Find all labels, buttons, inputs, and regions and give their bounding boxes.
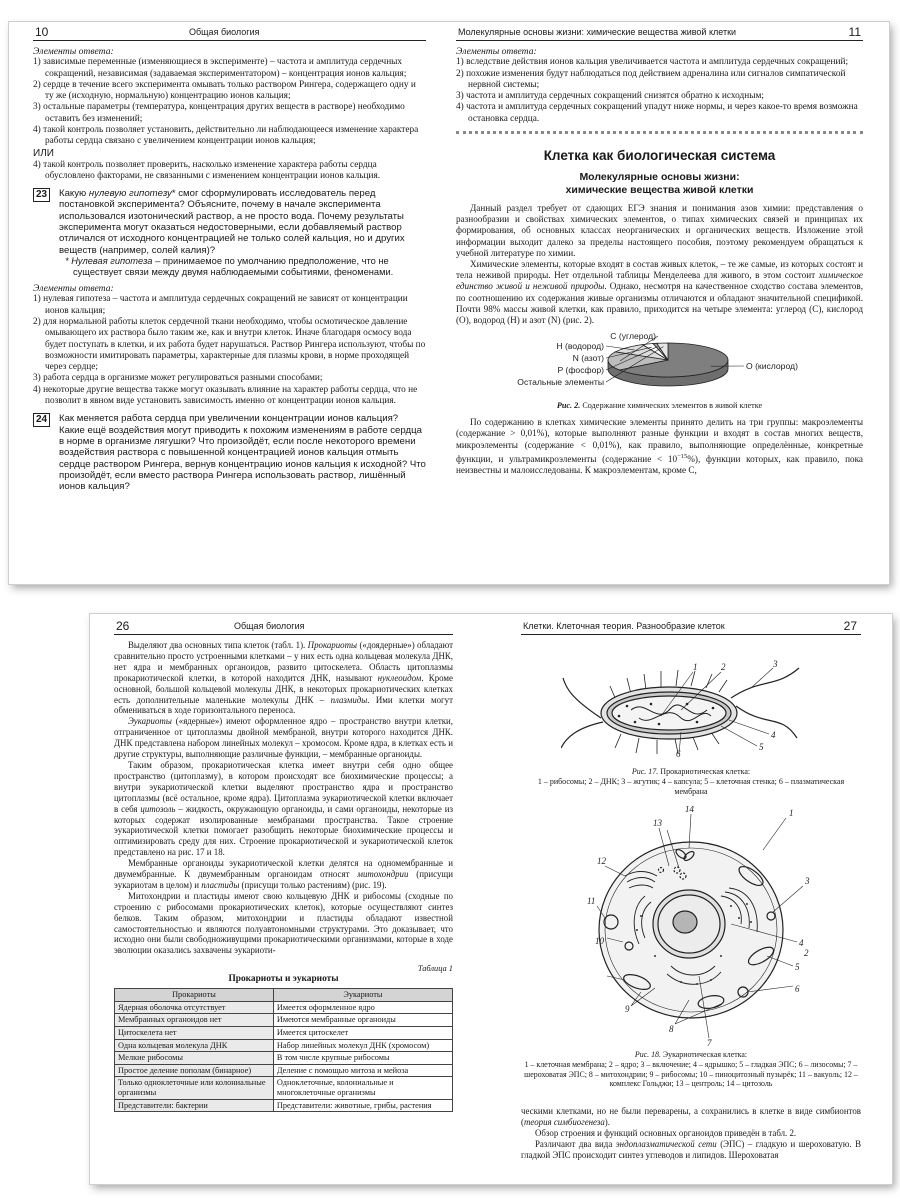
fig17-label: 5 (759, 742, 764, 752)
question-24 (33, 413, 426, 492)
table-cell: Представители: животные, грибы, растения (273, 1099, 452, 1112)
book-spread-pages-10-11 (9, 22, 889, 584)
paragraph: Мембранные органоиды эукариотической клетки делятся на одномембранные и двумембранные. К двумембранным органоидам относят митохондрии (присущи эукариотам в целом) и пластиды (присущи только растениям) (рис. 19). (114, 858, 453, 890)
table-row (115, 1064, 453, 1077)
table-row (115, 1027, 453, 1040)
answer-item: 4) частота и амплитуда сердечных сокращений упадут ниже нормы, и через какое-то время возможна остановка сердца. (456, 102, 858, 124)
page-number: 10 (35, 25, 49, 39)
eukaryotic-cell-illustration (571, 806, 821, 1046)
prokaryote-eukaryote-table (114, 988, 453, 1112)
or-label: ИЛИ (33, 147, 54, 159)
paragraph: Химические элементы, которые входят в состав живых клеток, – те же самые, из которых состоят и тела неживой природы. Нет отдельной таблицы Менделеева для живого, в этом состоит химическое единство живой и неживой природы. Однако, несмотря на качественное сходство состава элементов, по соотношению их содержания живые организмы отличаются и обладают значительной спецификой. Почти 98% массы живой клетки, как правило, приходится на четыре элемента: углерод (C), кислород (O), водород (H) и азот (N) (рис. 2). (456, 259, 863, 326)
running-head-title: Клетки. Клеточная теория. Разнообразие клеток (523, 621, 725, 631)
prokaryotic-cell-illustration (561, 658, 801, 758)
fig18-label: 3 (805, 876, 810, 886)
running-header (521, 614, 861, 635)
answer-item: 4) некоторые другие вещества также могут оказывать влияние на характер работы сердца, что не позволит в явном виде установить зависимость именно от концентрации ионов кальция. (33, 384, 418, 407)
book-spread-pages-26-27 (90, 614, 892, 1184)
answer-item: 3) частота и амплитуда сердечных сокращений снизятся обратно к исходным; (456, 91, 764, 102)
running-head-title: Общая биология (189, 27, 260, 37)
pie-label: H (водород) (556, 341, 604, 352)
table-cell: В том числе крупные рибосомы (273, 1052, 452, 1065)
paragraph: Эукариоты («ядерные») имеют оформленное ядро – пространство внутри клетки, отграниченное от цитоплазмы двойной мембраной, внутри которого находится ДНК. ДНК представлена набором линейных молекул – хромосом. Кроме ядра, в клетках есть и другие структуры, выполняющие различные функции, – мембранные органоиды. (114, 716, 453, 760)
question-number: 23 (33, 188, 50, 202)
table-row (115, 1014, 453, 1027)
answer-label: Элементы ответа: (33, 283, 114, 295)
table-label: Таблица 1 (417, 964, 453, 974)
footnote: * Нулевая гипотеза – принимаемое по умолчанию предположение, что не существует связи между двумя наблюдаемыми событиями, феноменами. (65, 255, 394, 278)
table-row (115, 1077, 453, 1099)
running-head-title: Общая биология (234, 621, 305, 631)
fig17-label: 6 (676, 749, 681, 758)
fig18-label: 8 (669, 1024, 674, 1034)
fig18-label: 12 (597, 856, 606, 866)
subsection-title-line-1: Молекулярные основы жизни: (579, 170, 740, 183)
pie-label: O (кислород) (746, 361, 798, 372)
table-row (115, 1099, 453, 1112)
fig18-label: 11 (587, 896, 596, 906)
figure-caption: Рис. 18. Эукариотическая клетка: 1 – клеточная мембрана; 2 – ядро; 3 – включение; 4 – ядрышко; 5 – гладкая ЭПС; 6 – лизосомы; 7 – шероховатая ЭПС; 8 – митохондрии; 9 – рибосомы; 10 – пиноцитозный пузырёк; 11 – вакуоль; 12 – комплекс Гольджи; 13 – центроль; 14 – цитозоль (524, 1050, 858, 1089)
paragraph: Выделяют два основных типа клеток (табл. 1). Прокариоты («доядерные») обладают сравнительно просто устроенными клетками – у них есть одна кольцевая молекула ДНК, нет ядра и мембранных органоидов, развито цитоскелета. Область цитоплазмы прокариотической клетки, в которой находится ДНК, называют нуклеоидом. Кроме основной, большой кольцевой молекулы ДНК, в некоторых прокариотических клетках есть дополнительные маленькие молекулы ДНК – плазмиды. Ими клетки могут обмениваться в ходе горизонтального переноса. (114, 640, 453, 716)
fig18-label: 14 (685, 806, 694, 814)
page-number: 26 (116, 619, 130, 633)
term-null-hypothesis: нулевую гипотезу (88, 188, 172, 200)
page-27 (521, 614, 861, 1184)
fig17-label: 2 (721, 662, 726, 672)
pie-chart-elements (456, 330, 863, 398)
table-header-cell: Прокариоты (115, 989, 274, 1002)
running-header (114, 614, 453, 635)
table-row (115, 1039, 453, 1052)
answer-label: Элементы ответа: (33, 46, 114, 57)
table-header-cell: Эукариоты (273, 989, 452, 1002)
fig18-label: 13 (653, 818, 662, 828)
paragraph: Таким образом, прокариотическая клетка имеет внутри себя одно общее пространство (цитоплазму), в котором происходят все биохимические процессы; а внутри эукариотической клетки выделяют пространство ядра и пространство цитоплазмы (всё остальное, кроме ядра). Цитоплазма эукариотической клетки включает в себя цитозоль – жидкость, окружающую органоиды, и сами органоиды, некоторые из которых содержат изолированные мембранами пространства. Такое строение эукариотической клетки помогает разобщить некоторые биохимические процессы и оптимизировать среду для них. Строение прокариотической и эукариотической клеток представлено на рис. 17 и 18. (114, 759, 453, 858)
table-cell: Мелкие рибосомы (115, 1052, 274, 1065)
answer-label: Элементы ответа: (456, 46, 537, 57)
fig18-label: 4 (799, 938, 804, 948)
fig18-label: 5 (795, 962, 800, 972)
pie-label: P (фосфор) (557, 365, 604, 376)
page-26 (114, 614, 453, 1184)
page-number: 27 (843, 619, 857, 633)
answer-item: 1) вследствие действия ионов кальция увеличивается частота и амплитуда сердечных сокращений; (456, 57, 849, 68)
figure-caption: Рис. 17. Прокариотическая клетка: 1 – рибосомы; 2 – ДНК; 3 – жгутик; 4 – капсула; 5 – клеточная стенка; 6 – плазматическая мембрана (537, 767, 845, 796)
figure-caption: Рис. 2. Содержание химических элементов в живой клетке (556, 401, 763, 411)
table-cell: Только одноклеточные или колониальные организмы (115, 1077, 274, 1099)
table-cell: Представители: бактерии (115, 1099, 274, 1112)
paragraph: ческими клетками, но не были переварены, а сохранились в клетке в виде симбионтов (теория симбиогенеза). (521, 1106, 861, 1127)
fig18-label: 1 (789, 808, 794, 818)
fig18-label: 9 (625, 1004, 630, 1014)
table-cell: Набор линейных молекул ДНК (хромосом) (273, 1039, 452, 1052)
table-cell: Имеется цитоскелет (273, 1027, 452, 1040)
subsection-title-line-2: химические вещества живой клетки (565, 183, 754, 196)
question-text: Как меняется работа сердца при увеличении концентрации ионов кальция? Какие ещё воздействия могут приводить к похожим изменениям в работе сердца в норме в организме лягушки? Что произойдёт, если после некоторого времени воздействия раствора с повышенной концентрацией ионов кальция отмыть сердце раствором Рингера, вернув концентрацию ионов кальция к исходной? Что произойдёт, если вместо раствора Рингера использовать раствор, лишённый ионов кальция? (59, 413, 426, 493)
table-header-row (115, 989, 453, 1002)
paragraph: Различают два вида эндоплазматической сети (ЭПС) – гладкую и шероховатую. В гладкой ЭПС происходит синтез углеводов и липидов. Шероховатая (521, 1138, 861, 1160)
table-cell: Цитоскелета нет (115, 1027, 274, 1040)
answer-item: 3) остальные параметры (температура, концентрация других веществ в растворе) необходимо оставить без изменений; (33, 102, 405, 124)
answer-item: 2) для нормальной работы клеток сердечной ткани необходимо, чтобы осмотическое давление омывающего их раствора было таким же, как и внутри клеток. Иначе благодаря осмосу вода будет поступать в клетки, и их работа будет нарушаться. Раствор Рингера используют, чтобы по возможности имитировать параметры, характерные для плазмы крови, в норме проходящей через сердце; (33, 316, 426, 373)
fig18-label: 6 (795, 984, 800, 994)
table-cell: Простое деление пополам (бинарное) (115, 1064, 274, 1077)
fig18-label: 7 (707, 1038, 712, 1046)
pie-label: C (углерод) (610, 331, 656, 342)
page-11 (456, 22, 863, 584)
page-body (114, 640, 453, 1112)
table-cell: Одна кольцевая молекула ДНК (115, 1039, 274, 1052)
table-row (115, 1001, 453, 1014)
fig17-label: 4 (771, 730, 776, 740)
page-10 (33, 22, 426, 584)
running-header (33, 22, 426, 41)
pie-label: Остальные элементы (517, 377, 604, 388)
fig17-label: 3 (773, 659, 778, 669)
page-body (456, 46, 863, 476)
answer-list (456, 57, 863, 125)
running-head-title: Молекулярные основы жизни: химические вещества живой клетки (458, 27, 737, 37)
paragraph: Обзор строения и функций основных органоидов приведён в табл. 2. (535, 1127, 797, 1138)
table-title: Прокариоты и эукариоты (228, 974, 339, 985)
table-cell: Имеется оформленное ядро (273, 1001, 452, 1014)
page-number: 11 (848, 25, 861, 39)
paragraph: Митохондрии и пластиды имеют свою кольцевую ДНК и рибосомы (сходные по строению с рибосомами прокариотических клеток), которые осуществляют синтез белков. Таким образом, митохондрии и пластиды обладают известной самостоятельностью и являются полуавтономными структурами. Это доказывает, что исходно они были свободноживущими прокариотическими организмами, которые в ходе эволюции оказались захвачены эукариоти- (114, 890, 453, 956)
answer-list (33, 294, 426, 407)
table-cell: Имеются мембранные органоиды (273, 1014, 452, 1027)
running-header (456, 22, 863, 41)
answer-list (33, 57, 426, 147)
section-divider (456, 131, 863, 134)
table-row (115, 1052, 453, 1065)
question-23 (33, 188, 426, 256)
pie-label: N (азот) (572, 353, 604, 364)
page-body (33, 46, 426, 492)
fig18-label: 10 (595, 936, 604, 946)
question-number: 24 (33, 413, 50, 427)
answer-item-alt: 4) такой контроль позволяет проверить, насколько изменение характера работы сердца обусловлено факторами, не связанными с изменением концентрации ионов кальция. (33, 159, 381, 181)
table-cell: Ядерная оболочка отсутствует (115, 1001, 274, 1014)
paragraph: По содержанию в клетках химические элементы принято делить на три группы: макроэлементы (содержание > 0,01%), которые выполняют разные функции и входят в состав многих веществ, микроэлементы (содержание < 0,01%), как правило, выполняющие определённые, конкретные функции, и ультрамикроэлементы (содержание < $10^{-15}\%$), функции которых, как правило, пока неизвестны и малоисследованы. К макроэлементам, кроме C, (456, 417, 863, 476)
fig17-label: 1 (693, 662, 698, 672)
table-cell: Мембранных органоидов нет (115, 1014, 274, 1027)
answer-item: 1) нулевая гипотеза – частота и амплитуда сердечных сокращений не зависят от концентрации ионов кальция; (33, 294, 408, 316)
question-text: Какую нулевую гипотезу* смог сформулировать исследователь перед постановкой эксперимента? Объясните, почему в начале эксперимента использовался изотонический раствор, а не просто вода. Почему результаты эксперимента могут оказаться недостоверными, если добавляемый раствор отличался от исходного концентрацией не только солей кальция, но и других веществ (например, солей калия)? (59, 188, 405, 256)
page-body (521, 1106, 861, 1161)
fig18-label: 2 (804, 948, 809, 958)
answer-item: 3) работа сердца в организме может регулироваться разными способами; (33, 373, 323, 384)
answer-item: 1) зависимые переменные (изменяющиеся в эксперименте) – частота и амплитуда сердечных сокращений, независимая (задаваемая экспериментатором) – концентрация ионов кальция; (33, 57, 407, 79)
table-cell: Деление с помощью митоза и мейоза (273, 1064, 452, 1077)
answer-item: 2) похожие изменения будут наблюдаться под действием адреналина или сигналов симпатической нервной системы; (456, 68, 846, 90)
answer-item: 4) такой контроль позволяет установить, действительно ли наблюдающееся изменение характера работы сердца связано с увеличением концентрации ионов кальция; (33, 124, 419, 147)
answer-item: 2) сердце в течение всего эксперимента омывать только раствором Рингера, содержащего одну и ту же (исходную, нормальную) концентрацию ионов кальция; (33, 79, 416, 102)
section-title: Клетка как биологическая система (543, 147, 776, 163)
paragraph: Данный раздел требует от сдающих ЕГЭ знания и понимания азов химии: представления о разнообразии и свойствах химических элементов, о типах химических связей и принципах их формирования, об основных классах неорганических и органических веществ. Изложение этой информации выходит далеко за пределы настоящего пособия, поэтому рекомендуем обращаться к учебной литературе по химии. (456, 202, 863, 258)
table-cell: Одноклеточные, колониальные и многоклеточные организмы (273, 1077, 452, 1099)
